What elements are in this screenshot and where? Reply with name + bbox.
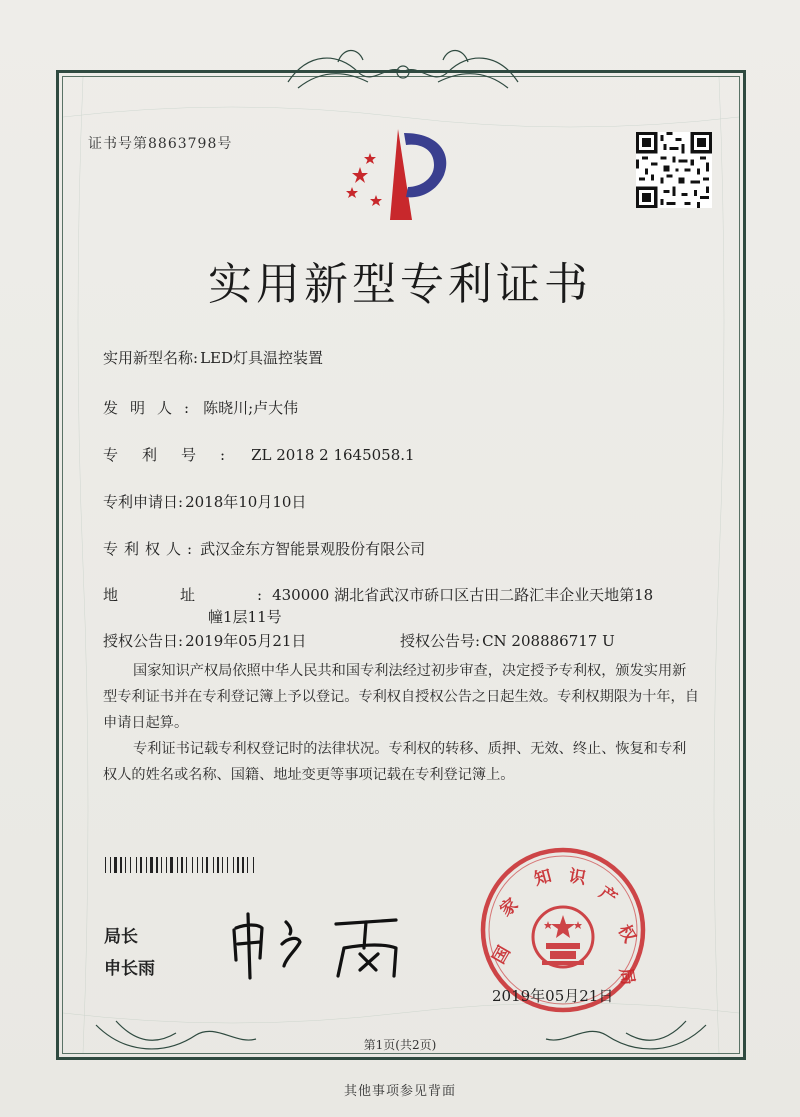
statement-paragraph-1: 国家知识产权局依照中华人民共和国专利法经过初步审查，决定授予专利权，颁发实用新型专利证书并在专利登记簿上予以登记。专利权自授权公告之日起生效。专利权期限为十年，自申请日起算。 [103,663,699,731]
field-grant-date [103,630,306,651]
seal-date: 2019年05月21日 [492,987,614,1005]
field-label: 专利号: [103,446,250,464]
director-title: 局长 [104,927,138,947]
field-patentee [103,538,425,559]
field-value: LED灯具温控装置 [200,349,324,367]
field-label: 专利申请日: [103,493,184,511]
seal-char: 国 [489,942,515,968]
field-label: 发明人: [103,399,202,417]
field-value: ZL 2018 2 1645058.1 [251,446,415,464]
field-label: 授权公告号: [400,632,481,650]
field-value: 430000 湖北省武汉市硚口区古田二路汇丰企业天地第18 [272,586,654,604]
field-label: 实用新型名称: [103,349,199,367]
top-ornament [278,42,528,100]
field-patent-number [103,444,415,465]
field-value: 陈晓川;卢大伟 [203,399,299,417]
statement-paragraph-2: 专利证书记载专利权登记时的法律状况。专利权的转移、质押、无效、终止、恢复和专利权人的姓名或名称、国籍、地址变更等事项记载在专利登记簿上。 [103,741,687,783]
field-address [103,584,653,605]
seal-char: 知 [532,866,554,890]
seal-char: 局 [615,966,638,987]
field-value: CN 208886717 U [482,632,615,650]
field-label: 地址: [103,586,325,604]
barcode [105,857,301,873]
certificate-title: 实用新型专利证书 [208,259,592,310]
cnipa-logo [340,125,460,225]
page-number: 第1页(共2页) [363,1038,437,1052]
field-grant-number [400,630,615,651]
seal-char: 家 [496,894,523,921]
back-note: 其他事项参见背面 [343,1084,456,1099]
director-name: 申长雨 [104,959,155,979]
certificate-number: 证书号第8863798号 [88,136,233,152]
field-value: 2018年10月10日 [185,493,307,511]
field-application-date [103,491,306,512]
qr-code [636,132,712,208]
field-value: 2019年05月21日 [185,632,307,650]
seal-char: 产 [595,882,621,909]
field-label: 授权公告日: [103,632,184,650]
field-address-line2: 幢1层11号 [208,608,282,626]
field-value: 武汉金东方智能景观股份有限公司 [200,540,426,558]
director-signature [226,900,426,980]
seal-char: 识 [567,866,588,889]
seal-char: 权 [613,921,640,947]
field-utility-model-name [103,347,323,368]
field-label: 专利权人: [103,540,199,558]
field-inventor [103,397,298,418]
